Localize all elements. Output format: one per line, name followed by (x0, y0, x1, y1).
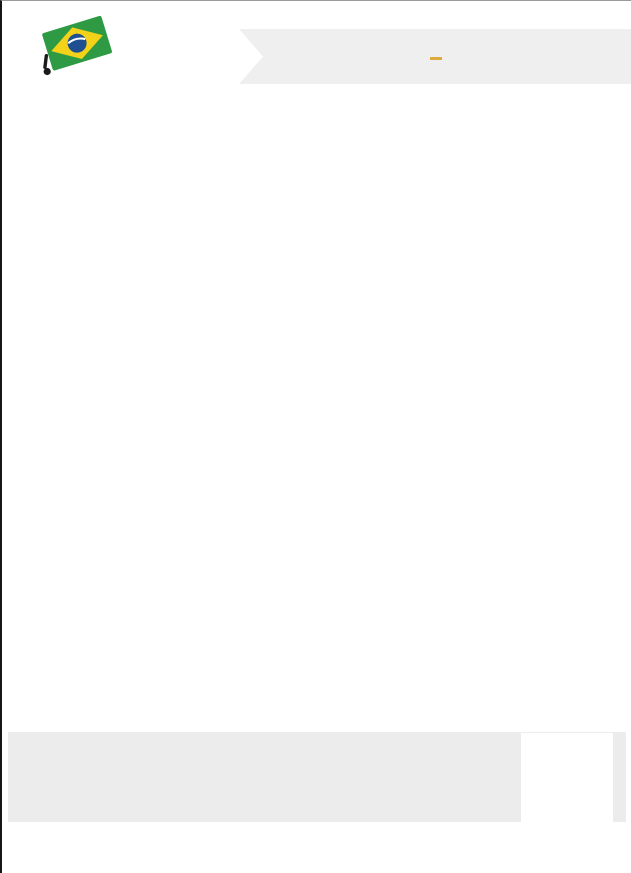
banner-label (430, 53, 442, 60)
chevron-divider-bottom-right (438, 844, 631, 868)
nube-logo (32, 3, 262, 103)
chevron-divider-top (292, 107, 631, 124)
qr-code (521, 733, 613, 825)
brazil-flag-cap-icon (34, 7, 114, 81)
oportunidade-banner (239, 29, 631, 84)
chevron-divider-bottom-left (10, 844, 218, 868)
